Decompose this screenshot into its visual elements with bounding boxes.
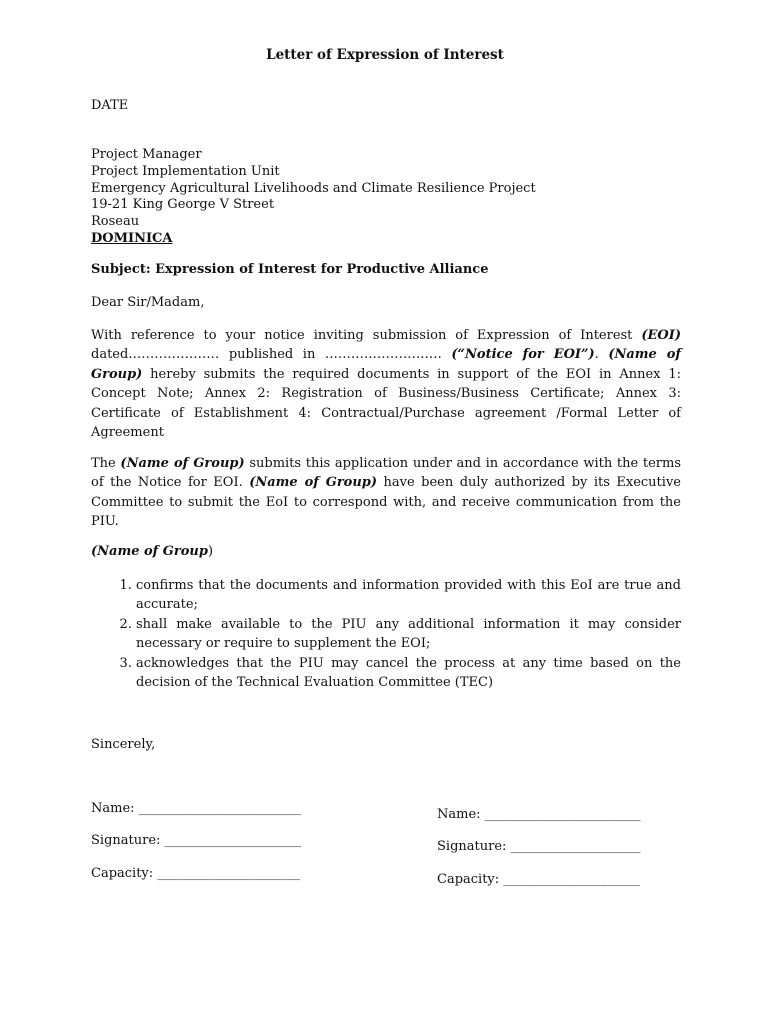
list-item: 2. shall make available to the PIU any additional information it may consider necessary or require to supplement the EOI; — [136, 615, 681, 654]
text: have been duly authorized by its Executive Committee to submit the EoI to correspond with, and receive communication from the PIU. — [91, 475, 681, 530]
left-capacity-field: Capacity: ______________________ — [91, 866, 301, 881]
left-name-field: Name: _________________________ — [91, 801, 302, 816]
right-capacity-field: Capacity: _____________________ — [437, 872, 640, 887]
address-line: Emergency Agricultural Livelihoods and Climate Resilience Project — [91, 180, 536, 196]
emphasis-eoi: (EOI) — [641, 328, 681, 343]
address-line: 19-21 King George V Street — [91, 197, 275, 213]
address-line: Project Implementation Unit — [91, 163, 280, 179]
text: With reference to your notice inviting submission of Expression of Interest — [91, 328, 642, 343]
left-signature-field: Signature: _____________________ — [91, 833, 302, 848]
emphasis-group: (Name of Group) — [249, 475, 378, 491]
date-placeholder: DATE — [91, 98, 129, 113]
list-item: 3. acknowledges that the PIU may cancel the process at any time based on the decision of the Technical Evaluation Committee (TEC) — [136, 654, 681, 693]
subject-line: Subject: Expression of Interest for Productive Alliance — [91, 262, 489, 277]
list-item: 1. confirms that the documents and information provided with this EoI are true and accurate; — [136, 576, 681, 615]
recipient-address — [91, 147, 536, 248]
text: The — [91, 456, 121, 471]
address-line: Roseau — [91, 214, 140, 230]
right-name-field: Name: ________________________ — [437, 807, 641, 822]
salutation: Dear Sir/Madam, — [91, 295, 205, 310]
text: dated………………… published in ……………………… — [91, 347, 452, 363]
text: submits this application under and in accordance with the terms of the Notice for EOI. — [91, 456, 681, 491]
emphasis-group: (Name of Group) — [91, 347, 682, 382]
address-line: Project Manager — [91, 147, 202, 162]
paragraph-submission — [91, 454, 681, 532]
text: hereby submits the required documents in support of the EOI in Annex 1: Concept Note; Annex 2: Registration of Business/Business Certificate; Annex 3: Certificate of Establishment 4: Contractual/Purchase agreement /Formal Letter of Agreement — [91, 366, 681, 441]
emphasis-notice: (“Notice for EOI”) — [451, 347, 595, 363]
paragraph-reference — [91, 326, 681, 442]
declarations-list — [91, 576, 681, 692]
address-country: DOMINICA — [91, 230, 173, 246]
text: . — [594, 347, 609, 363]
closing: Sincerely, — [91, 737, 156, 752]
document-title: Letter of Expression of Interest — [266, 47, 504, 63]
right-signature-field: Signature: ____________________ — [437, 839, 641, 854]
group-label — [91, 544, 213, 559]
text: ) — [207, 544, 214, 559]
emphasis-group: (Name of Group) — [120, 456, 245, 471]
emphasis-group: (Name of Group — [91, 544, 208, 559]
